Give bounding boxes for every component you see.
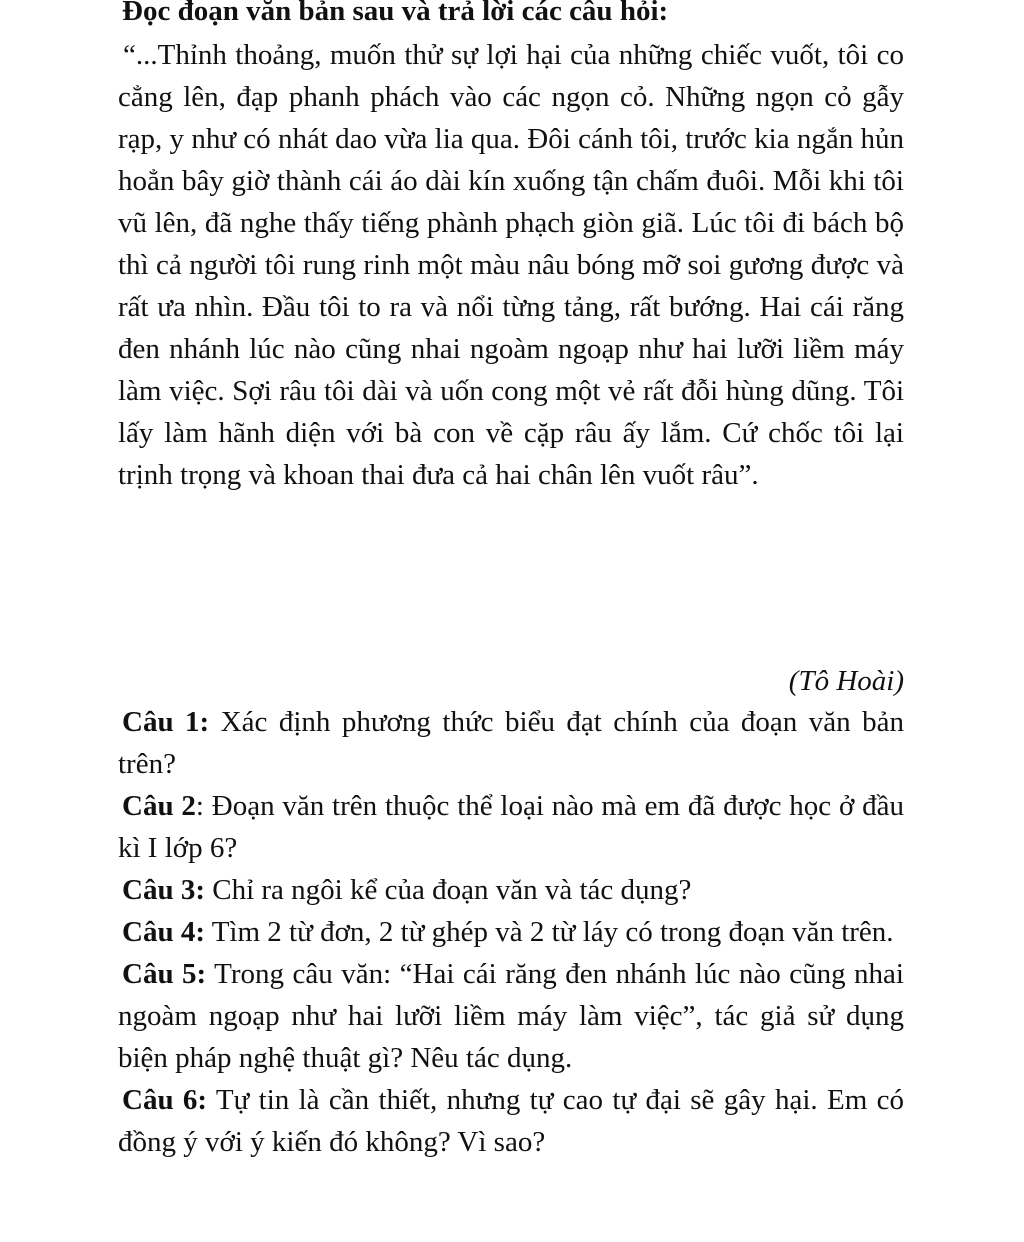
question-4 (118, 911, 904, 953)
question-2 (118, 785, 904, 869)
question-text: Xác định phương thức biểu đạt chính của đoạn văn bản trên? (118, 706, 904, 780)
question-6 (118, 1079, 904, 1163)
question-list (118, 701, 904, 1163)
question-text: Tìm 2 từ đơn, 2 từ ghép và 2 từ láy có trong đoạn văn trên. (204, 916, 894, 948)
question-label: Câu 1: (122, 706, 210, 738)
author-attribution: (Tô Hoài) (788, 665, 904, 697)
question-text: Chỉ ra ngôi kể của đoạn văn và tác dụng? (204, 874, 692, 906)
instruction-heading: Đọc đoạn văn bản sau và trả lời các câu hỏi: (122, 0, 669, 27)
question-label: Câu 2 (122, 790, 196, 822)
question-text: : Đoạn văn trên thuộc thể loại nào mà em đã được học ở đầu kì I lớp 6? (118, 790, 904, 864)
question-3 (118, 869, 904, 911)
question-1 (118, 701, 904, 785)
question-label: Câu 4: (122, 916, 205, 948)
question-text: Trong câu văn: “Hai cái răng đen nhánh lúc nào cũng nhai ngoàm ngoạp như hai lưỡi liềm máy làm việc”, tác giả sử dụng biện pháp nghệ thuật gì? Nêu tác dụng. (118, 958, 904, 1074)
question-label: Câu 6: (122, 1084, 208, 1116)
question-text: Tự tin là cần thiết, nhưng tự cao tự đại sẽ gây hại. Em có đồng ý với ý kiến đó không? Vì sao? (118, 1084, 904, 1158)
story-passage: “...Thỉnh thoảng, muốn thử sự lợi hại của những chiếc vuốt, tôi co cẳng lên, đạp phanh phách vào các ngọn cỏ. Những ngọn cỏ gẫy rạp, y như có nhát dao vừa lia qua. Đôi cánh tôi, trước kia ngắn hủn hoẳn bây giờ thành cái áo dài kín xuống tận chấm đuôi. Mỗi khi tôi vũ lên, đã nghe thấy tiếng phành phạch giòn giã. Lúc tôi đi bách bộ thì cả người tôi rung rinh một màu nâu bóng mỡ soi gương được và rất ưa nhìn. Đầu tôi to ra và nổi từng tảng, rất bướng. Hai cái răng đen nhánh lúc nào cũng nhai ngoàm ngoạp như hai lưỡi liềm máy làm việc. Sợi râu tôi dài và uốn cong một vẻ rất đỗi hùng dũng. Tôi lấy làm hãnh diện với bà con về cặp râu ấy lắm. Cứ chốc tôi lại trịnh trọng và khoan thai đưa cả hai chân lên vuốt râu”. (118, 39, 904, 491)
question-label: Câu 5: (122, 958, 207, 990)
question-label: Câu 3: (122, 874, 205, 906)
question-5 (118, 953, 904, 1079)
